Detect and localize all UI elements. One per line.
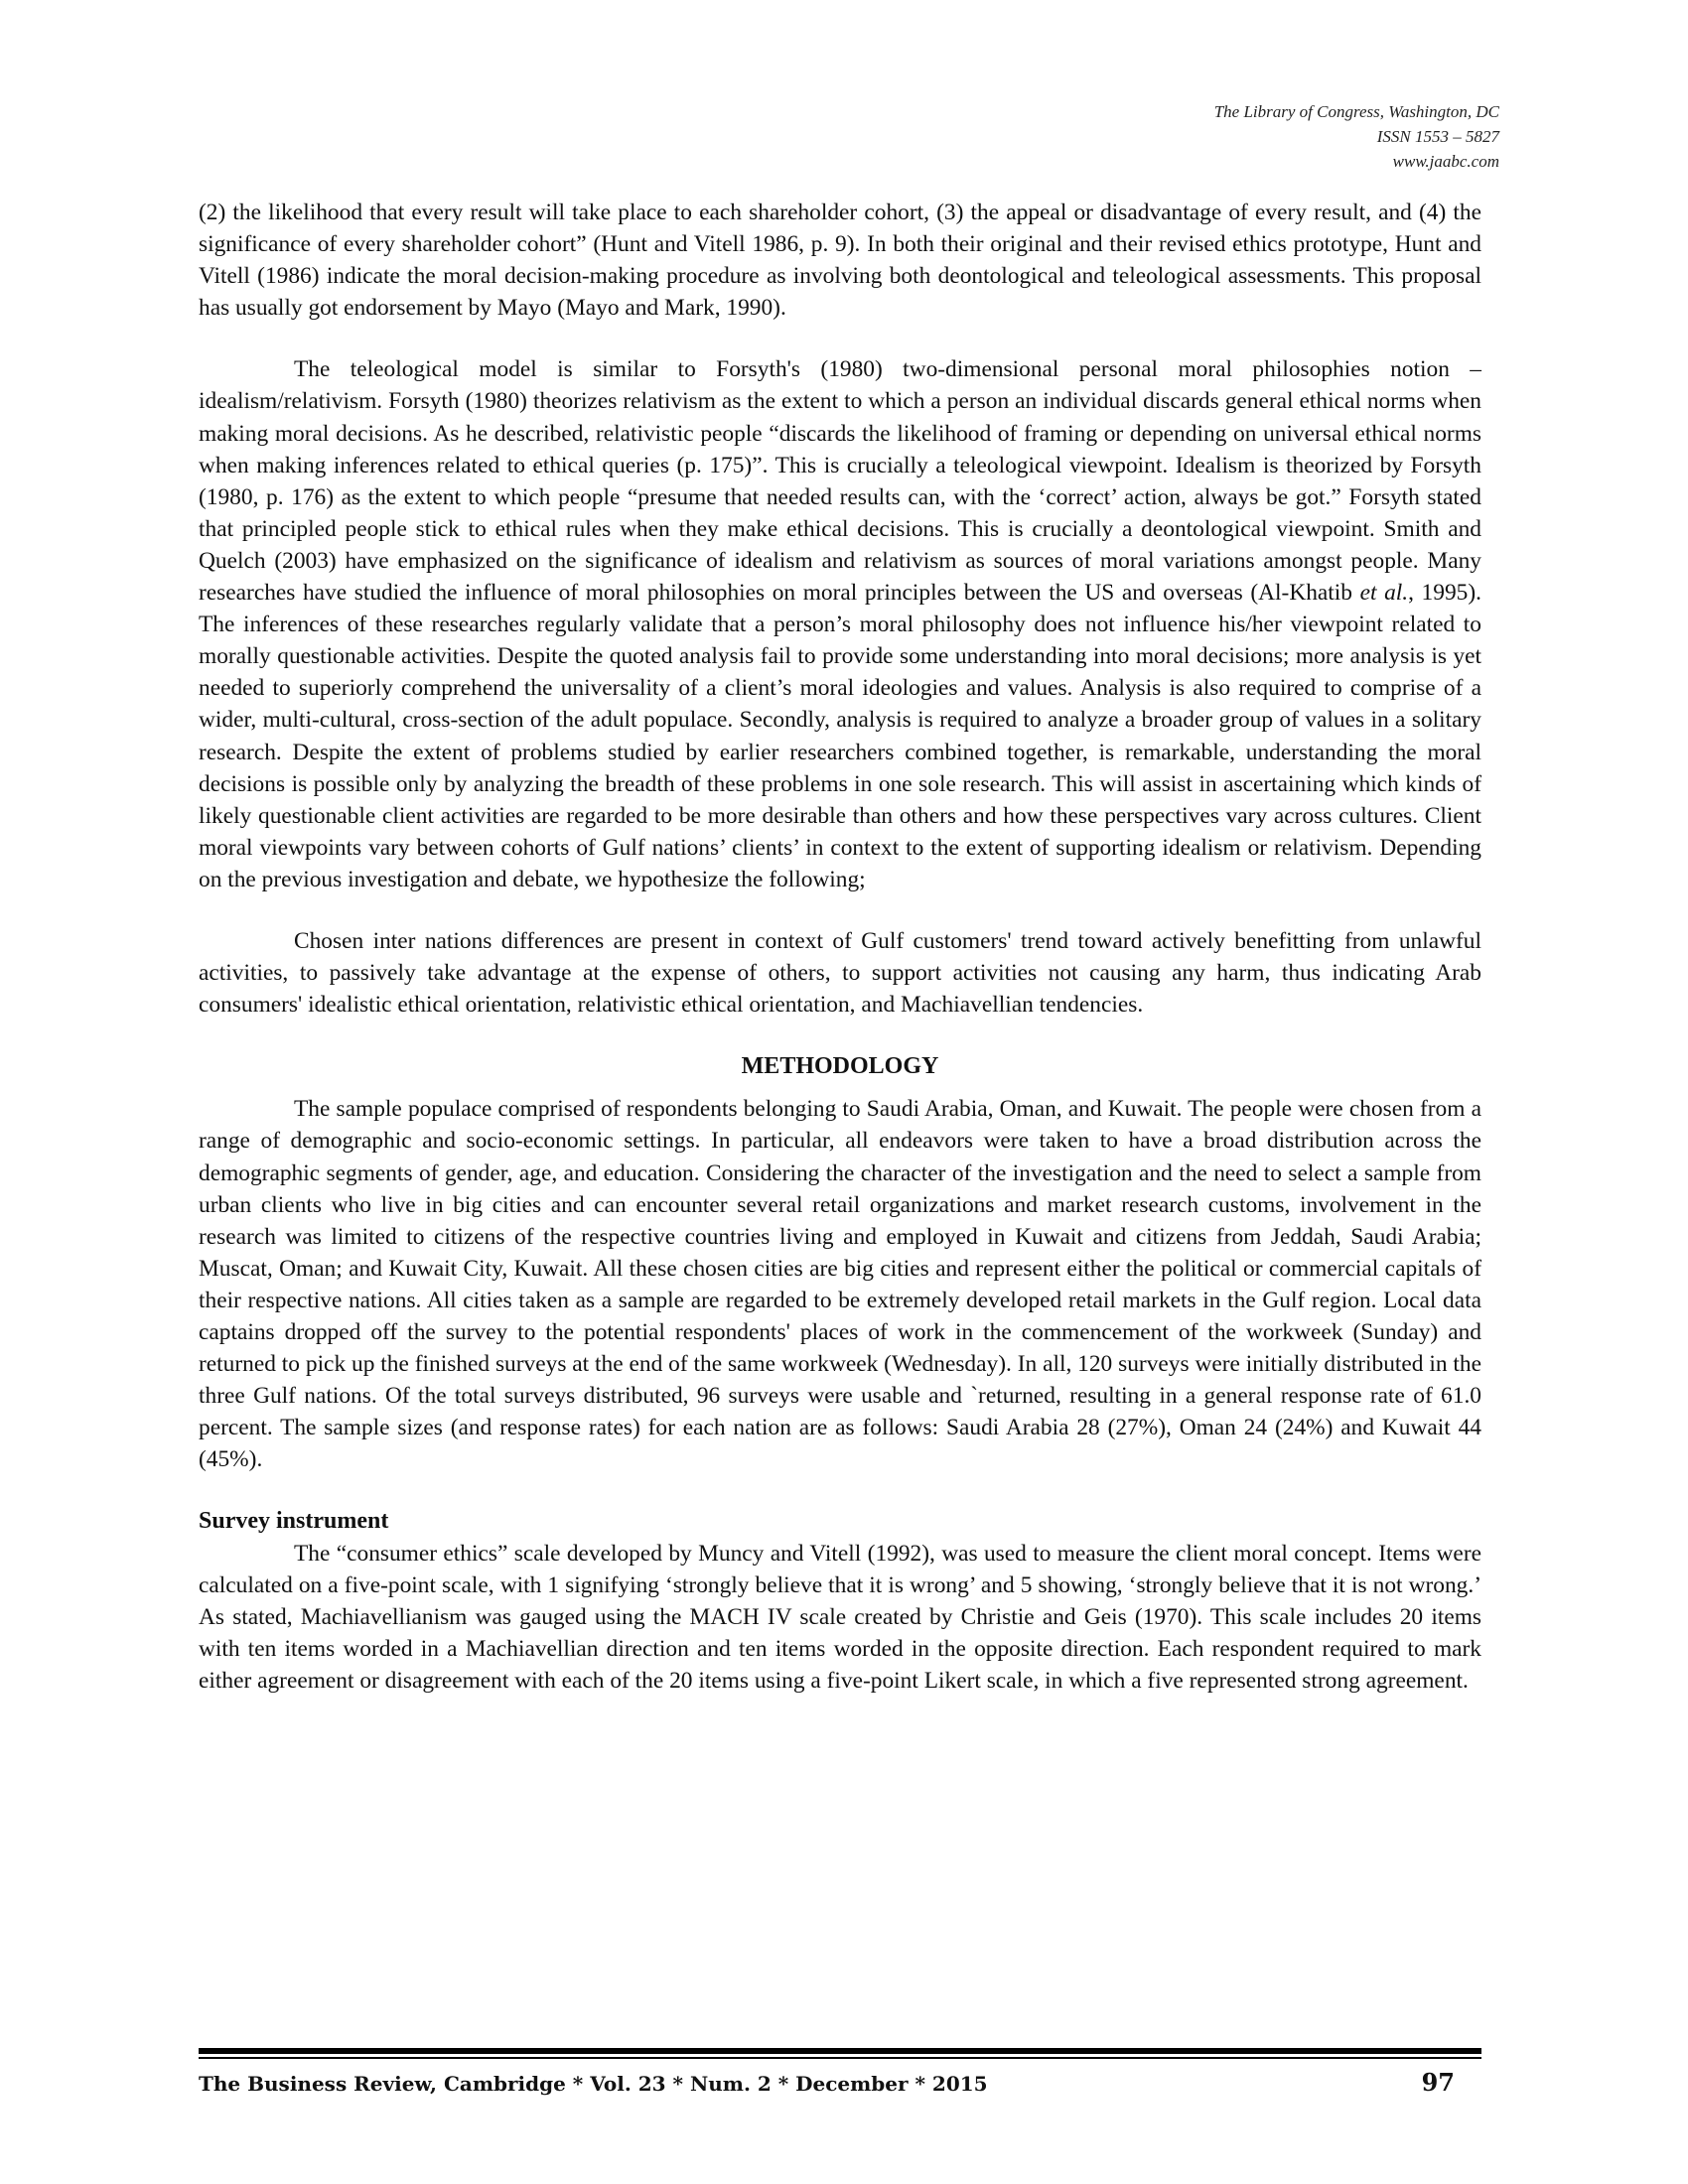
subsection-heading-survey-instrument: Survey instrument xyxy=(199,1508,389,1535)
paragraph-teleological-model xyxy=(199,353,1481,895)
footer-divider-thin xyxy=(199,2057,1481,2059)
paragraph-hypothesis: Chosen inter nations differences are present in context of Gulf customers' trend toward actively benefitting from unlawful activities, to passively take advantage at the expense of others, to support activities not causing any harm, thus indicating Arab consumers' idealistic ethical orientation, relativistic ethical orientation, and Machiavellian tendencies. xyxy=(199,927,1481,1019)
header-issn: ISSN 1553 – 5827 xyxy=(1376,127,1499,146)
footer-journal-citation: The Business Review, Cambridge * Vol. 23 * Num. 2 * December * 2015 xyxy=(199,2072,988,2096)
paragraph-text: , 1995). The inferences of these researches regularly validate that a person’s moral philosophy does not influence his/her viewpoint related to morally questionable activities. Despite the quoted analysis fail to provide some understanding into moral decisions; more analysis is yet needed to superiorly comprehend the universality of a client’s moral ideologies and values. Analysis is also required to comprise of a wider, multi-cultural, cross-section of the adult populace. Secondly, analysis is required to analyze a broader group of values in a solitary research. Despite the extent of problems studied by earlier researchers combined together, is remarkable, understanding the moral decisions is possible only by analyzing the breadth of these problems in one sole research. This will assist in ascertaining which kinds of likely questionable client activities are regarded to be more desirable than others and how these perspectives vary across cultures. Client moral viewpoints vary between cohorts of Gulf nations’ clients’ in context to the extent of supporting idealism or relativism. Depending on the previous investigation and debate, we hypothesize the following; xyxy=(199,580,1481,892)
paragraph-continued: (2) the likelihood that every result will take place to each shareholder cohort, (3) the appeal or disadvantage of every result, and (4) the significance of every shareholder cohort” (Hunt and Vitell 1986, p. 9). In both their original and their revised ethics prototype, Hunt and Vitell (1986) indicate the moral decision-making procedure as involving both deontological and teleological assessments. This proposal has usually got endorsement by Mayo (Mayo and Mark, 1990). xyxy=(199,200,1481,322)
running-header xyxy=(804,99,1499,174)
paragraph-sample: The sample populace comprised of respondents belonging to Saudi Arabia, Oman, and Kuwait. The people were chosen from a range of demographic and socio-economic settings. In particular, all endeavors were taken to have a broad distribution across the demographic segments of gender, age, and education. Considering the character of the investigation and the need to select a sample from urban clients who live in big cities and can encounter several retail organizations and market research customs, involvement in the research was limited to citizens of the respective countries living and employed in Kuwait and citizens from Jeddah, Saudi Arabia; Muscat, Oman; and Kuwait City, Kuwait. All these chosen cities are big cities and represent either the political or commercial capitals of their respective nations. All cities taken as a sample are regarded to be extremely developed retail markets in the Gulf region. Local data captains dropped off the survey to the potential respondents' places of work in the commencement of the workweek (Sunday) and returned to pick up the finished surveys at the end of the same workweek (Wednesday). In all, 120 surveys were initially distributed in the three Gulf nations. Of the total surveys distributed, 96 surveys were usable and `returned, resulting in a general response rate of 61.0 percent. The sample sizes (and response rates) for each nation are as follows: Saudi Arabia 28 (27%), Oman 24 (24%) and Kuwait 44 (45%). xyxy=(199,1096,1481,1473)
header-website: www.jaabc.com xyxy=(1392,152,1499,171)
et-al-citation: et al. xyxy=(1359,580,1409,607)
paragraph-text: The teleological model is similar to Forsyth's (1980) two-dimensional personal moral philosophies notion – idealism/relativism. Forsyth (1980) theorizes relativism as the extent to which a person an individual discards general ethical norms when making moral decisions. As he described, relativistic people “discards the likelihood of framing or depending on universal ethical norms when making inferences related to ethical queries (p. 175)”. This is crucially a teleological viewpoint. Idealism is theorized by Forsyth (1980, p. 176) as the extent to which people “presume that needed results can, with the ‘correct’ action, always be got.” Forsyth stated that principled people stick to ethical rules when they make ethical decisions. This is crucially a deontological viewpoint. Smith and Quelch (2003) have emphasized on the significance of idealism and relativism as sources of moral variations amongst people. Many researches have studied the influence of moral philosophies on moral principles between the US and overseas (Al-Khatib xyxy=(199,356,1481,607)
footer-divider xyxy=(199,2048,1481,2054)
page-number: 97 xyxy=(1421,2068,1455,2097)
page-footer xyxy=(199,2068,1455,2097)
section-heading-methodology: METHODOLOGY xyxy=(741,1053,939,1080)
article-body xyxy=(199,197,1481,1697)
header-publisher: The Library of Congress, Washington, DC xyxy=(1213,102,1499,121)
paragraph-survey-instrument: The “consumer ethics” scale developed by Muncy and Vitell (1992), was used to measure the client moral concept. Items were calculated on a five-point scale, with 1 signifying ‘strongly believe that it is wrong’ and 5 showing, ‘strongly believe that it is not wrong.’ As stated, Machiavellianism was gauged using the MACH IV scale created by Christie and Geis (1970). This scale includes 20 items with ten items worded in a Machiavellian direction and ten items worded in the opposite direction. Each respondent required to mark either agreement or disagreement with each of the 20 items using a five-point Likert scale, in which a five represented strong agreement. xyxy=(199,1540,1481,1694)
